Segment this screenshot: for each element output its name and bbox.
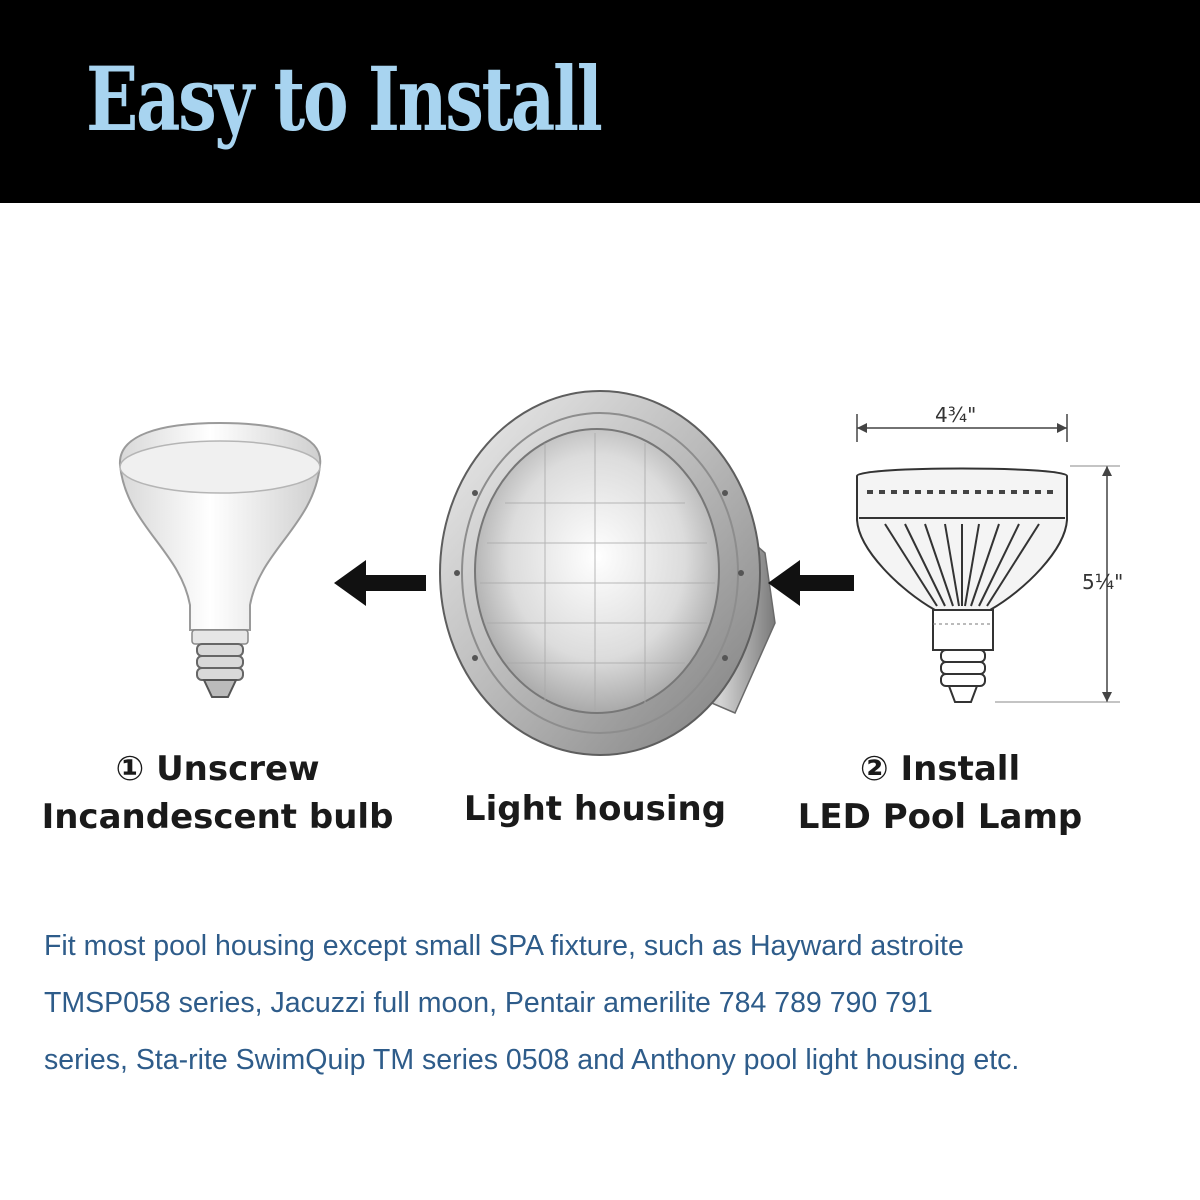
compatibility-note xyxy=(44,918,1164,1089)
step2-subtitle: LED Pool Lamp xyxy=(797,797,1083,837)
page-title: Easy to Install xyxy=(86,47,601,151)
step1-subtitle: Incandescent bulb xyxy=(41,797,394,837)
pool-light-housing-icon xyxy=(435,383,780,763)
note-line: TMSP058 series, Jacuzzi full moon, Pentair amerilite 784 789 790 791 xyxy=(44,987,933,1019)
left-arrow-icon xyxy=(332,558,428,608)
left-arrow-icon xyxy=(766,558,856,608)
note-line: Fit most pool housing except small SPA fixture, such as Hayward astroite xyxy=(44,930,964,962)
header-banner xyxy=(0,0,1200,203)
led-pool-lamp-icon xyxy=(845,400,1125,720)
lamp-width-dimension: 4¾" xyxy=(935,403,977,427)
step1-label xyxy=(20,745,415,841)
step1-title: ① Unscrew xyxy=(115,749,320,789)
incandescent-bulb-icon xyxy=(100,415,340,715)
lamp-height-dimension: 5¼" xyxy=(1082,570,1124,594)
step2-title: ② Install xyxy=(859,749,1021,789)
step2-label xyxy=(770,745,1110,841)
housing-label: Light housing xyxy=(463,789,727,829)
note-line: series, Sta-rite SwimQuip TM series 0508 and Anthony pool light housing etc. xyxy=(44,1044,1020,1076)
